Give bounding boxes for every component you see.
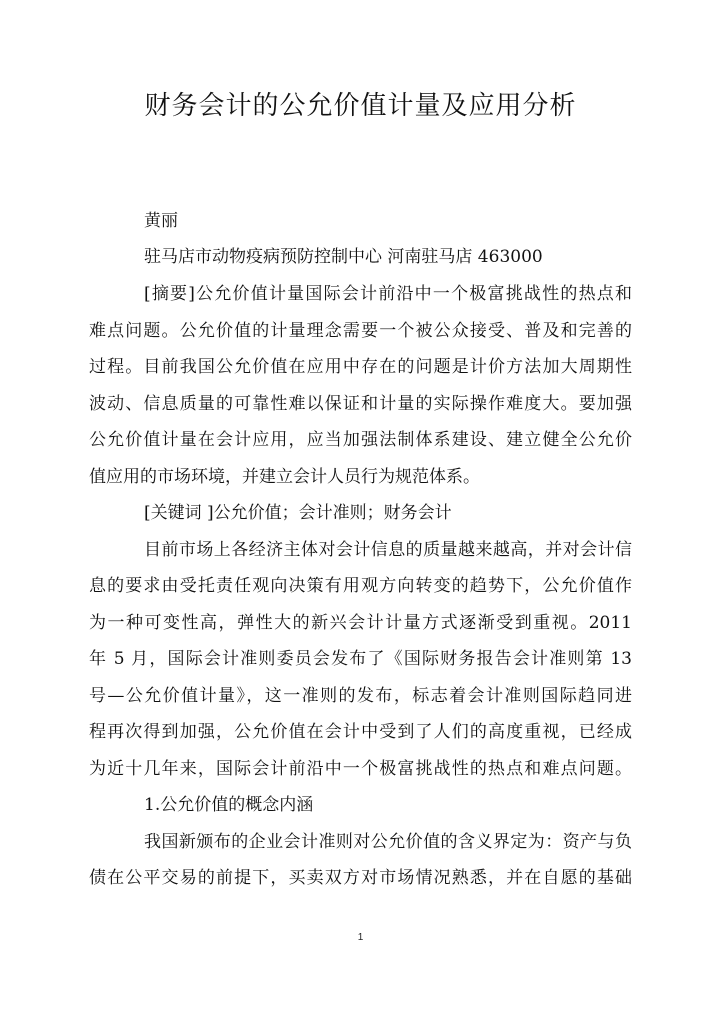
section-heading: 1.公允价值的概念内涵	[144, 795, 314, 815]
section-line: 债在公平交易的前提下，买卖双方对市场情况熟悉，并在自愿的基础	[89, 868, 632, 888]
abstract-line: 值应用的市场环境，并建立会计人员行为规范体系。	[89, 467, 480, 487]
intro-line: 号—公允价值计量》，这一准则的发布，标志着会计准则国际趋同进	[89, 686, 632, 706]
intro-line: 年 5 月，国际会计准则委员会发布了《国际财务报告会计准则第 13	[89, 649, 632, 669]
section-line: 我国新颁布的企业会计准则对公允价值的含义界定为：资产与负	[144, 832, 632, 852]
author-name: 黄丽	[144, 211, 178, 231]
document-title: 财务会计的公允价值计量及应用分析	[144, 91, 577, 121]
author-affiliation: 驻马店市动物疫病预防控制中心 河南驻马店 463000	[144, 247, 543, 267]
abstract-line: 公允价值计量在会计应用，应当加强法制体系建设、建立健全公允价	[89, 430, 632, 450]
intro-line: 息的要求由受托责任观向决策有用观方向转变的趋势下，公允价值作	[89, 576, 632, 596]
intro-line: 为近十几年来，国际会计前沿中一个极富挑战性的热点和难点问题。	[89, 759, 632, 779]
keywords: [关键词 ]公允价值；会计准则；财务会计	[144, 503, 452, 523]
intro-line: 为一种可变性高，弹性大的新兴会计计量方式逐渐受到重视。2011	[89, 613, 632, 633]
page-number: 1	[357, 932, 364, 943]
abstract-line: 难点问题。公允价值的计量理念需要一个被公众接受、普及和完善的	[89, 321, 632, 341]
intro-line: 目前市场上各经济主体对会计信息的质量越来越高，并对会计信	[144, 540, 632, 560]
abstract-line: 波动、信息质量的可靠性难以保证和计量的实际操作难度大。要加强	[89, 394, 632, 414]
intro-line: 程再次得到加强，公允价值在会计中受到了人们的高度重视，已经成	[89, 722, 632, 742]
abstract-line: 过程。目前我国公允价值在应用中存在的问题是计价方法加大周期性	[89, 357, 632, 377]
abstract-line: [摘要]公允价值计量国际会计前沿中一个极富挑战性的热点和	[144, 284, 632, 304]
